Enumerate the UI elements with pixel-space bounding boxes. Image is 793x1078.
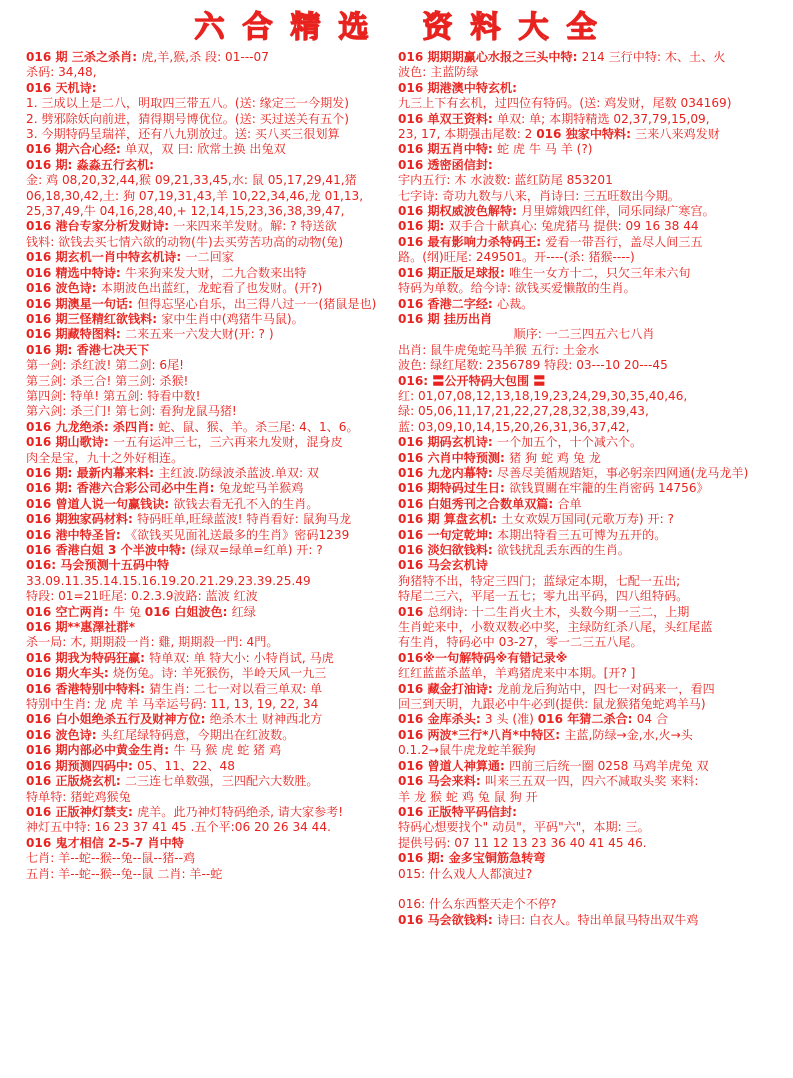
left-line — [26, 851, 390, 866]
right-line — [398, 127, 770, 142]
item-text: 肉全是宝，九十之外好相连。 — [26, 450, 184, 465]
item-heading: 016 期码玄机诗: — [398, 435, 497, 450]
item-heading: 016 波色诗: — [26, 281, 101, 296]
title-char: 全 — [566, 10, 599, 45]
left-line — [26, 774, 390, 789]
right-line — [398, 620, 770, 635]
item-text: 合单 — [557, 496, 582, 511]
left-line — [26, 358, 390, 373]
right-line — [398, 697, 770, 712]
right-line — [398, 682, 770, 697]
item-text: 单双，双 曰: 欣常土换 出兔双 — [124, 142, 286, 157]
item-heading: 016 空亡两肖: — [26, 604, 113, 619]
right-line — [398, 451, 770, 466]
right-line — [398, 512, 770, 527]
item-text: 波色: 主蓝防绿 — [398, 65, 479, 80]
item-heading: 016 马会来料: — [398, 774, 485, 789]
left-line — [26, 112, 390, 127]
item-text: 第三剑: 杀三合! 第三剑: 杀猴! — [26, 373, 189, 388]
item-text: 3 头 (准) — [484, 712, 538, 727]
item-text: 单双: 单; 本期特精选 02,37,79,15,09, — [496, 111, 710, 126]
item-text: 猪 狗 蛇 鸡 兔 龙 — [509, 450, 601, 465]
right-line — [398, 882, 770, 897]
item-heading: 016 白姐秀刊之合数单双篇: — [398, 496, 558, 511]
item-heading: 016 香港白姐 3 个半波中特: — [26, 543, 191, 557]
item-heading: 016※一句解特码※有错记录※ — [398, 650, 568, 665]
item-heading: 016 正版特平码信封: — [398, 804, 517, 819]
item-text: 特码旺单,旺绿蓝波! 特肖看好: 鼠狗马龙 — [137, 512, 352, 527]
item-text: 04 合 — [636, 712, 669, 727]
right-line — [398, 574, 770, 589]
item-text: 本期波色出蓝红，龙蛇看了也发财。(开?) — [100, 281, 323, 296]
item-text: 生肖蛇来中，小数双数必中奖，主绿防红杀八尾，头红尾蓝 — [398, 620, 713, 635]
left-line — [26, 712, 390, 727]
item-text: 特单特: 猪蛇鸡猴兔 — [26, 789, 131, 804]
right-line — [398, 820, 770, 835]
item-heading: 016 期山歌诗: — [26, 435, 113, 450]
left-line — [26, 142, 390, 157]
item-text: 一个加五个，十个减六个。 — [496, 435, 643, 450]
left-line — [26, 435, 390, 450]
item-text: 蛇、鼠、猴、羊。杀三尾: 4、1、6。 — [158, 419, 359, 434]
left-line — [26, 682, 390, 697]
item-heading: 016 期五肖中特: — [398, 142, 497, 157]
item-text: 第一剑: 杀红波! 第二剑: 6尾! — [26, 358, 185, 373]
item-text: 本期出特看三五可博为五开的。 — [496, 527, 667, 542]
right-line — [398, 250, 770, 265]
page-title — [0, 0, 793, 48]
item-text: 顺序: 一二三四五六七八肖 — [513, 327, 655, 342]
left-line — [26, 127, 390, 142]
right-line — [398, 790, 770, 805]
item-text: 神灯五中特: 16 23 37 41 45 .五个平:06 20 26 34 44. — [26, 820, 331, 835]
item-text: 但得忘坚心自乐，出三得八过一一(猪鼠是也) — [137, 296, 377, 311]
left-line — [26, 420, 390, 435]
left-line — [26, 389, 390, 404]
item-text: 心裁。 — [496, 296, 534, 311]
item-text: 《欲钱买见面礼送最多的生肖》密码1239 — [124, 527, 350, 542]
left-line — [26, 651, 390, 666]
item-heading: 016 香港二字经: — [398, 296, 497, 311]
item-text: 一来四来羊发财。解: ? 特送欲 — [173, 219, 337, 234]
item-heading: 016 期独家码材料: — [26, 512, 138, 527]
item-heading: 016: — [398, 373, 433, 388]
right-line — [398, 81, 770, 96]
item-text: 0.1.2→鼠牛虎龙蛇羊猴狗 — [398, 743, 536, 758]
item-text: 特码为单数。给今诗: 欲钱买爱懒散的生肖。 — [398, 281, 636, 296]
left-column — [26, 50, 390, 882]
right-line — [398, 158, 770, 173]
right-line — [398, 759, 770, 774]
left-line — [26, 312, 390, 327]
left-line — [26, 805, 390, 820]
item-heading: 016 期 挂历出肖 — [398, 311, 493, 326]
item-heading: 016 金库杀头: — [398, 712, 485, 727]
item-heading: 016 — [398, 604, 428, 619]
item-text: 特单双: 单 特大小: 小特肖试, 马虎 — [149, 650, 334, 665]
item-text: 路。(纲)旺尾: 249501。开----(杀: 猪猴----) — [398, 250, 635, 265]
left-line — [26, 451, 390, 466]
item-text: 3. 今期特码呈瑞祥，还有八九别放过。送: 买八买三很划算 — [26, 127, 340, 142]
right-line — [398, 312, 770, 327]
item-text: 红绿 — [231, 604, 256, 619]
item-text: 金: 鸡 08,20,32,44,猴 09,21,33,45,水: 鼠 05,17,29,41,猪 — [26, 173, 357, 188]
item-text: 2. 劈邪除妖向前进，猜得期号博优位。(送: 买过送关有五个) — [26, 111, 349, 126]
item-heading: 016 期内部必中黄金生肖: — [26, 743, 174, 758]
right-line — [398, 589, 770, 604]
item-heading: 016 期**惠澤社群* — [26, 620, 135, 635]
item-heading: 016 正版烧玄机: — [26, 774, 125, 789]
left-line — [26, 327, 390, 342]
right-line — [398, 805, 770, 820]
item-text: 欲钱買關在牢籠的生肖密码 14756》 — [509, 481, 709, 496]
item-heading: 016 波色诗: — [26, 727, 101, 742]
right-line — [398, 374, 770, 389]
right-line — [398, 497, 770, 512]
right-line — [398, 235, 770, 250]
right-line — [398, 96, 770, 111]
left-line — [26, 589, 390, 604]
title-char: 精 — [290, 10, 323, 45]
item-text: 杀一局: 木, 期期殺一肖: 雞, 期期殺一門: 4門。 — [26, 635, 279, 650]
left-line — [26, 96, 390, 111]
item-text: 七肖: 羊--蛇--猴--兔--鼠--猪--鸡 — [26, 851, 196, 866]
item-heading: 016 期: — [398, 219, 449, 234]
item-heading: 016 期澳星一句话: — [26, 296, 138, 311]
left-line — [26, 820, 390, 835]
right-line — [398, 743, 770, 758]
item-text: 欲钱扰乱丢东西的生肖。 — [496, 543, 631, 557]
left-line — [26, 173, 390, 188]
item-text: 绝杀木土 财神西北方 — [209, 712, 323, 727]
right-line — [398, 913, 770, 928]
left-line — [26, 697, 390, 712]
left-line — [26, 266, 390, 281]
item-heading: 016 淡妇欲钱料: — [398, 543, 497, 557]
left-line — [26, 759, 390, 774]
left-line — [26, 189, 390, 204]
item-text: 06,18,30,42,土: 狗 07,19,31,43,羊 10,22,34,46,龙 01,13, — [26, 188, 364, 203]
item-text: 狗猪特不出，特定三四门；蓝绿定本期，七配一五出; — [398, 573, 681, 588]
item-heading: 016 马会玄机诗 — [398, 558, 488, 573]
item-heading: 016 六肖中特预测: — [398, 450, 510, 465]
right-line — [398, 420, 770, 435]
left-line — [26, 620, 390, 635]
right-line — [398, 712, 770, 727]
item-text: 二来五来一六发大财(开: ? ) — [124, 327, 274, 342]
item-heading: 016 期藏特图料: — [26, 327, 125, 342]
left-line — [26, 512, 390, 527]
right-line — [398, 481, 770, 496]
item-text: 兔龙蛇马羊猴鸡 — [218, 481, 304, 496]
item-text: 三来八来鸡发财 — [635, 127, 720, 142]
item-heading: 016 期预测四码中: — [26, 758, 138, 773]
item-text: 回三到天明，九跟必中牛必到(提供: 鼠龙猴猪兔蛇鸡羊马) — [398, 697, 706, 712]
item-text: 唯生一女方十二，只欠三年未六旬 — [509, 265, 691, 280]
item-text: 绿: 05,06,11,17,21,22,27,28,32,38,39,43, — [398, 404, 649, 419]
item-text: 红红蓝蓝杀蓝单，羊鸡猪虎来中本期。[开? ] — [398, 666, 636, 681]
left-line — [26, 297, 390, 312]
item-heading: 016 期特码过生日: — [398, 481, 510, 496]
right-line — [398, 543, 770, 558]
left-line — [26, 50, 390, 65]
left-line — [26, 790, 390, 805]
right-line — [398, 651, 770, 666]
item-text: 主蓝,防绿→金,水,火→头 — [564, 727, 693, 742]
title-char: 合 — [242, 10, 275, 45]
item-heading: 016 白姐波色: — [144, 604, 232, 619]
item-text: 第六剑: 杀三门! 第七剑: 看狗龙鼠马猪! — [26, 404, 237, 419]
title-char: 六 — [194, 10, 227, 45]
item-heading: 016 曾道人神算通: — [398, 758, 510, 773]
item-heading: 016 期六合心经: — [26, 142, 125, 157]
right-line — [398, 404, 770, 419]
item-heading: 016 香港特别中特料: — [26, 681, 150, 696]
item-text: 一二回家 — [185, 250, 234, 265]
item-heading: 016 期我为特码狂赢: — [26, 650, 150, 665]
item-text: 爱看一带吾行，盖尽人间三五 — [545, 234, 703, 249]
left-line — [26, 574, 390, 589]
item-heading: 016 两波*三行*八肖*中特区: — [398, 727, 565, 742]
right-line — [398, 204, 770, 219]
item-text: 波色: 绿红尾数: 2356789 特段: 03---10 20---45 — [398, 358, 668, 373]
item-text: 牛 马 猴 虎 蛇 猪 鸡 — [173, 743, 282, 758]
right-line — [398, 358, 770, 373]
item-text: 龙前龙后狗站中，四七一对码来一，看四 — [496, 681, 715, 696]
right-line — [398, 635, 770, 650]
item-text: 23, 17, 本期强击尾数: 2 — [398, 127, 537, 142]
item-text: 蛇 虎 牛 马 羊 (?) — [496, 142, 593, 157]
right-line — [398, 297, 770, 312]
right-line — [398, 558, 770, 573]
right-line — [398, 65, 770, 80]
item-text: 虎,羊,猴,杀 段: 01---07 — [141, 50, 269, 64]
item-text: 九三上下有玄机，过四位有特码。(送: 鸡发财，尾数 034169) — [398, 96, 732, 111]
right-line — [398, 836, 770, 851]
right-line — [398, 435, 770, 450]
item-text: 土女欢娱万国同(元歌万寿) 开: ? — [501, 512, 674, 527]
item-text: 提供号码: 07 11 12 13 23 36 40 41 45 46. — [398, 835, 647, 850]
right-line — [398, 327, 770, 342]
left-line — [26, 497, 390, 512]
item-text: 红: 01,07,08,12,13,18,19,23,24,29,30,35,40,46, — [398, 388, 688, 403]
item-text: 主红波.防绿波杀蓝波.单双: 双 — [158, 465, 319, 480]
right-column — [398, 50, 770, 928]
left-line — [26, 528, 390, 543]
left-line — [26, 466, 390, 481]
right-line — [398, 867, 770, 882]
left-line — [26, 343, 390, 358]
item-text: 羊 龙 猴 蛇 鸡 兔 鼠 狗 开 — [398, 789, 538, 804]
left-line — [26, 836, 390, 851]
left-line — [26, 250, 390, 265]
item-text: 家中生肖中(鸡猪牛马鼠)。 — [161, 311, 304, 326]
item-heading: 016 单双王资料: — [398, 111, 497, 126]
item-heading: 016 年猜二杀合: — [537, 712, 637, 727]
item-text: 有生肖，特码必中 03-27，零一二三五八尾。 — [398, 635, 643, 650]
item-heading: 〓公开特码大包围 〓 — [432, 373, 546, 388]
item-text: 头红尾绿特码意，今期出在红波数。 — [100, 727, 295, 742]
item-text: 月里嫦娥四红伴，同乐同绿广寒宫。 — [521, 204, 715, 219]
item-heading: 016 曾道人说一句赢钱诀: — [26, 496, 174, 511]
item-text: 叫来三五双一四，四六不减取头奖 来料: — [484, 774, 699, 789]
item-text: 特别中生肖: 龙 虎 羊 马幸运号码: 11, 13, 19, 22, 34 — [26, 697, 319, 712]
left-line — [26, 374, 390, 389]
title-char: 选 — [338, 10, 371, 45]
item-heading: 016 白小姐绝杀五行及财神方位: — [26, 712, 210, 727]
item-heading: 016 透密函信封: — [398, 157, 493, 172]
item-text: 一五有运冲三七，三六再来九发财，混身皮 — [112, 435, 343, 450]
item-text: 总纲诗: 十二生肖火土木，头数今期一三二，上期 — [427, 604, 690, 619]
item-heading: 016 最有影响力杀特码王: — [398, 234, 546, 249]
right-line — [398, 112, 770, 127]
left-line — [26, 605, 390, 620]
item-text: 欲钱去看无孔不入的生肖。 — [173, 496, 319, 511]
item-heading: 016 九龙内幕特: — [398, 465, 497, 480]
left-line — [26, 728, 390, 743]
item-heading: 016 精选中特诗: — [26, 265, 125, 280]
item-text: 二三连七单数强，三四配六大数胜。 — [124, 774, 319, 789]
title-char: 料 — [470, 10, 503, 45]
left-line — [26, 235, 390, 250]
item-text: 第四剑: 特单! 第五剑: 特看中数! — [26, 388, 201, 403]
item-heading: 016 港台专家分析发财诗: — [26, 219, 174, 234]
left-line — [26, 81, 390, 96]
item-heading: 三杀之杀肖: — [67, 50, 142, 64]
left-line — [26, 281, 390, 296]
title-char: 资 — [422, 10, 455, 45]
item-text: 出肖: 鼠牛虎兔蛇马羊猴 五行: 土金水 — [398, 342, 600, 357]
right-line — [398, 219, 770, 234]
item-heading: 016 鬼才相信 2-5-7 肖中特 — [26, 835, 184, 850]
item-text: 25,37,49,牛 04,16,28,40,+ 12,14,15,23,36,38,39,47, — [26, 204, 345, 219]
item-text: 蓝: 03,09,10,14,15,20,26,31,36,37,42, — [398, 419, 630, 434]
item-heading: 016 独家中特料: — [536, 127, 636, 142]
right-line — [398, 666, 770, 681]
item-text: 虎羊。此乃神灯特码绝杀, 请大家参考! — [137, 804, 344, 819]
right-line — [398, 142, 770, 157]
item-heading: 016 马会欲钱料: — [398, 912, 497, 927]
item-text: 015: 什么戏人人都演过? — [398, 866, 533, 881]
left-line — [26, 481, 390, 496]
item-heading: 016 正版神灯禁支: — [26, 804, 138, 819]
left-line — [26, 543, 390, 558]
item-text: (绿双=绿单=红单) 开: ? — [190, 543, 323, 557]
left-line — [26, 867, 390, 882]
content-columns — [0, 50, 793, 1078]
item-text: 五肖: 羊--蛇--猴--兔--鼠 二肖: 羊--蛇 — [26, 866, 223, 881]
right-line — [398, 50, 770, 65]
right-line — [398, 389, 770, 404]
right-line — [398, 728, 770, 743]
left-line — [26, 219, 390, 234]
item-heading: 016 期火车头: — [26, 666, 113, 681]
right-line — [398, 851, 770, 866]
item-heading: 016 一句定乾坤: — [398, 527, 497, 542]
item-text: 特段: 01=21旺尾: 0.2.3.9波路: 蓝波 红波 — [26, 589, 258, 604]
item-text: 214 三行中特: 木、土、火 — [581, 50, 726, 64]
item-heading: 016 期期期赢心水报之三头中特: — [398, 50, 582, 64]
item-text: 宇内五行: 木 水波数: 蓝红防尾 853201 — [398, 173, 613, 188]
item-text: 四前三后统一圈 0258 马鸡羊虎兔 双 — [509, 758, 709, 773]
item-text: 牛来狗来发大财，二九合数来出特 — [124, 265, 307, 280]
item-text: 特尾二三六，平尾一五七；零九出平码，四八组特码。 — [398, 589, 689, 604]
item-text: 33.09.11.35.14.15.16.19.20.21.29.23.39.25.49 — [26, 573, 311, 588]
item-heading: 016 期 算盘玄机: — [398, 512, 502, 527]
item-text: 钱料: 欲钱去买七情六欲的动物(牛)去买劳苦功高的动物(兔) — [26, 234, 344, 249]
item-text: 烧伤兔。诗: 羊死猴伤，半岭天风一九三 — [112, 666, 327, 681]
item-heading: 016 期正版足球报: — [398, 265, 510, 280]
right-line — [398, 897, 770, 912]
left-line — [26, 743, 390, 758]
item-heading: 016 期: 香港六合彩公司必中生肖: — [26, 481, 219, 496]
item-text: 牛 兔 — [112, 604, 145, 619]
item-heading: 016 期: 金多宝铜筋急转弯 — [398, 851, 546, 866]
item-heading: 016 期: 最新内幕来料: — [26, 465, 159, 480]
item-heading: 016 期: 淼淼五行玄机: — [26, 157, 154, 172]
item-heading: 016 期玄机一肖中特玄机诗: — [26, 250, 186, 265]
item-heading: 016 天机诗: — [26, 80, 97, 95]
item-heading: 016 港中特圣旨: — [26, 527, 125, 542]
item-heading: 016 期权威波色解特: — [398, 204, 522, 219]
right-line — [398, 605, 770, 620]
item-text: 1. 三成以上是二八，明取四三带五八。(送: 缘定三一今期发) — [26, 96, 349, 111]
item-text: 特码心想要找个" 动员"，平码"六"，本期: 三。 — [398, 820, 650, 835]
right-line — [398, 173, 770, 188]
left-line — [26, 635, 390, 650]
item-text: 016: 什么东西整天走个不停? — [398, 897, 557, 912]
item-text: 05、11、22、48 — [137, 758, 235, 773]
title-char: 大 — [518, 10, 551, 45]
left-line — [26, 404, 390, 419]
item-heading: 016 期: 香港七决天下 — [26, 342, 150, 357]
item-heading: 016: 马会预测十五码中特 — [26, 558, 170, 573]
item-heading: 016 藏金打油诗: — [398, 681, 497, 696]
left-line — [26, 558, 390, 573]
item-text: 猜生肖: 二七一对以看三单双: 单 — [149, 681, 323, 696]
item-heading: 016 期三怪精红欲钱料: — [26, 311, 162, 326]
right-line — [398, 343, 770, 358]
item-text: 双手合十献真心: 兔虎猪马 提供: 09 16 38 44 — [448, 219, 699, 234]
item-heading: 016 期港澳中特玄机: — [398, 80, 517, 95]
right-line — [398, 466, 770, 481]
item-text: 七字诗: 奇功九数与八来，肖诗曰: 三五旺数出今期。 — [398, 188, 680, 203]
left-line — [26, 158, 390, 173]
left-line — [26, 65, 390, 80]
right-line — [398, 528, 770, 543]
right-line — [398, 774, 770, 789]
left-line — [26, 666, 390, 681]
right-line — [398, 266, 770, 281]
item-text: 杀码: 34,48, — [26, 65, 97, 80]
item-text: 尽善尽美循规踏矩，事必躬亲四网通(龙马龙羊) — [496, 465, 749, 480]
left-line — [26, 204, 390, 219]
item-heading: 016 期 — [26, 50, 68, 64]
item-text: 诗曰: 白衣人。特出单鼠马特出双牛鸡 — [496, 912, 699, 927]
item-heading: 016 九龙绝杀: 杀四肖: — [26, 419, 159, 434]
right-line — [398, 281, 770, 296]
right-line — [398, 189, 770, 204]
